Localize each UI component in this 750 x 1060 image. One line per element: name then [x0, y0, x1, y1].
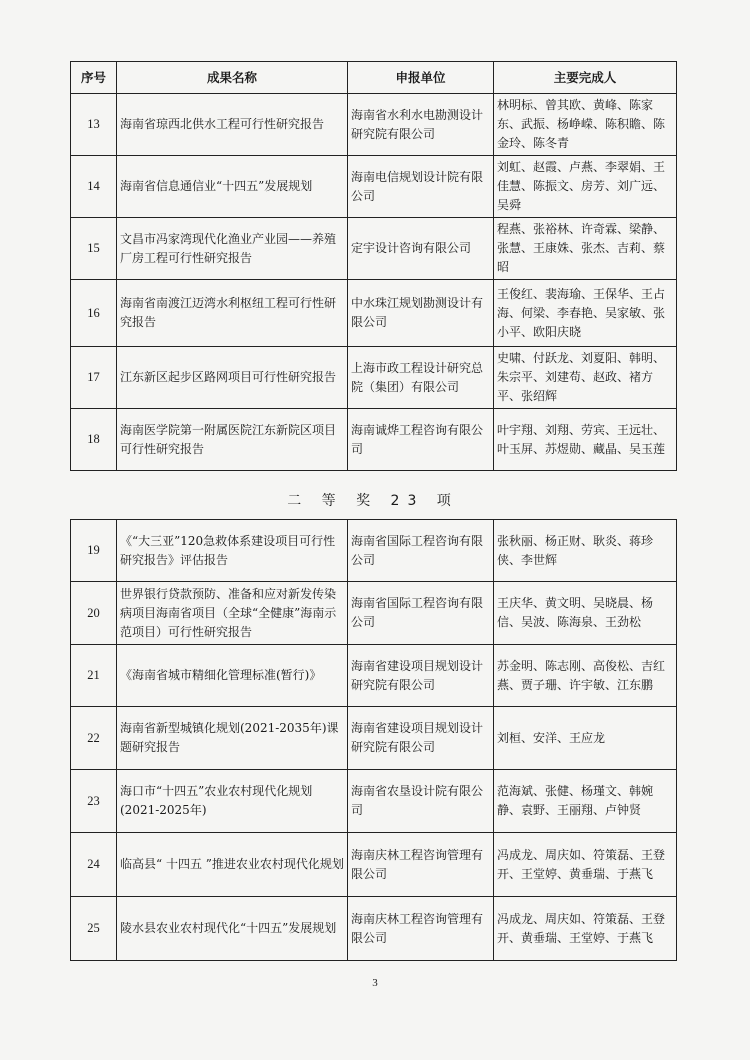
row-name: 海南医学院第一附属医院江东新院区项目可行性研究报告	[117, 409, 348, 471]
page-number: 3	[372, 977, 378, 989]
row-people: 张秋丽、杨正财、耿炎、蒋珍侠、李世辉	[494, 520, 677, 582]
row-unit: 海南电信规划设计院有限公司	[348, 156, 494, 218]
row-unit: 上海市政工程设计研究总院（集团）有限公司	[348, 347, 494, 409]
row-unit: 海南省水利水电勘测设计研究院有限公司	[348, 94, 494, 156]
header-unit: 申报单位	[348, 62, 494, 94]
row-unit: 海南省国际工程咨询有限公司	[348, 520, 494, 582]
table-row	[71, 156, 677, 218]
row-people: 苏金明、陈志刚、高俊松、吉红燕、贾子珊、许宇敏、江东鹏	[494, 645, 677, 707]
row-name: 海口市“十四五”农业农村现代化规划(2021-2025年)	[117, 770, 348, 833]
table-row	[71, 582, 677, 645]
row-people: 林明标、曾其欧、黄峰、陈家东、武振、杨峥嵘、陈积瞻、陈金玲、陈冬青	[494, 94, 677, 156]
row-name: 《海南省城市精细化管理标准(暂行)》	[117, 645, 348, 707]
row-people: 程燕、张裕林、许奇霖、梁静、张慧、王康姝、张杰、吉莉、蔡昭	[494, 218, 677, 280]
row-people: 刘桓、安洋、王应龙	[494, 707, 677, 770]
header-seq: 序号	[71, 62, 117, 94]
row-name: 海南省新型城镇化规划(2021-2035年)课题研究报告	[117, 707, 348, 770]
table-row	[71, 707, 677, 770]
table-row	[71, 218, 677, 280]
row-unit: 中水珠江规划勘测设计有限公司	[348, 280, 494, 347]
header-name: 成果名称	[117, 62, 348, 94]
row-unit: 海南庆林工程咨询管理有限公司	[348, 833, 494, 897]
row-seq: 20	[71, 582, 117, 645]
row-seq: 21	[71, 645, 117, 707]
row-unit: 定宇设计咨询有限公司	[348, 218, 494, 280]
table-row	[71, 280, 677, 347]
row-seq: 19	[71, 520, 117, 582]
row-unit: 海南省农垦设计院有限公司	[348, 770, 494, 833]
row-seq: 23	[71, 770, 117, 833]
row-unit: 海南省建设项目规划设计研究院有限公司	[348, 645, 494, 707]
row-name: 《“大三亚”120急救体系建设项目可行性研究报告》评估报告	[117, 520, 348, 582]
row-seq: 25	[71, 897, 117, 961]
table-row	[71, 347, 677, 409]
row-people: 王庆华、黄文明、吴晓晨、杨信、吴波、陈海泉、王劲松	[494, 582, 677, 645]
row-people: 叶宇翔、刘翔、劳宾、王远壮、叶玉屏、苏煜勋、藏晶、吴玉莲	[494, 409, 677, 471]
row-people: 冯成龙、周庆如、符策磊、王登开、黄垂瑞、王堂婷、于燕飞	[494, 897, 677, 961]
row-seq: 24	[71, 833, 117, 897]
row-name: 世界银行贷款预防、准备和应对新发传染病项目海南省项目（全球“全健康”海南示范项目）可行性研究报告	[117, 582, 348, 645]
row-seq: 14	[71, 156, 117, 218]
header-people: 主要完成人	[494, 62, 677, 94]
row-unit: 海南诚烨工程咨询有限公司	[348, 409, 494, 471]
table-row	[71, 770, 677, 833]
table-row	[71, 520, 677, 582]
row-name: 海南省南渡江迈湾水利枢纽工程可行性研究报告	[117, 280, 348, 347]
section-heading-second-prize: 二 等 奖 23 项	[287, 493, 459, 509]
row-name: 临高县“ 十四五 ”推进农业农村现代化规划	[117, 833, 348, 897]
awards-table-second-prize	[70, 519, 677, 961]
row-name: 江东新区起步区路网项目可行性研究报告	[117, 347, 348, 409]
table-row	[71, 94, 677, 156]
row-unit: 海南庆林工程咨询管理有限公司	[348, 897, 494, 961]
row-name: 陵水县农业农村现代化“十四五”发展规划	[117, 897, 348, 961]
row-people: 刘虹、赵霞、卢燕、李翠娟、王佳慧、陈振文、房芳、刘广远、吴舜	[494, 156, 677, 218]
table-row	[71, 833, 677, 897]
row-name: 文昌市冯家湾现代化渔业产业园——养殖厂房工程可行性研究报告	[117, 218, 348, 280]
row-seq: 16	[71, 280, 117, 347]
row-name: 海南省琼西北供水工程可行性研究报告	[117, 94, 348, 156]
row-people: 史啸、付跃龙、刘夏阳、韩明、朱宗平、刘建苟、赵政、褚方平、张绍辉	[494, 347, 677, 409]
row-people: 冯成龙、周庆如、符策磊、王登开、王堂婷、黄垂瑞、于燕飞	[494, 833, 677, 897]
row-seq: 22	[71, 707, 117, 770]
table-row	[71, 409, 677, 471]
row-people: 范海斌、张健、杨瑾文、韩婉静、袁野、王丽翔、卢钟贤	[494, 770, 677, 833]
row-people: 王俊红、裴海瑜、王保华、王占海、何梁、李春艳、吴家敏、张小平、欧阳庆晓	[494, 280, 677, 347]
row-seq: 18	[71, 409, 117, 471]
row-seq: 13	[71, 94, 117, 156]
row-unit: 海南省建设项目规划设计研究院有限公司	[348, 707, 494, 770]
row-seq: 15	[71, 218, 117, 280]
row-seq: 17	[71, 347, 117, 409]
table-row	[71, 897, 677, 961]
row-unit: 海南省国际工程咨询有限公司	[348, 582, 494, 645]
table-row	[71, 645, 677, 707]
awards-table-first-prize	[70, 61, 677, 471]
row-name: 海南省信息通信业“十四五”发展规划	[117, 156, 348, 218]
table-header-row	[71, 62, 677, 94]
